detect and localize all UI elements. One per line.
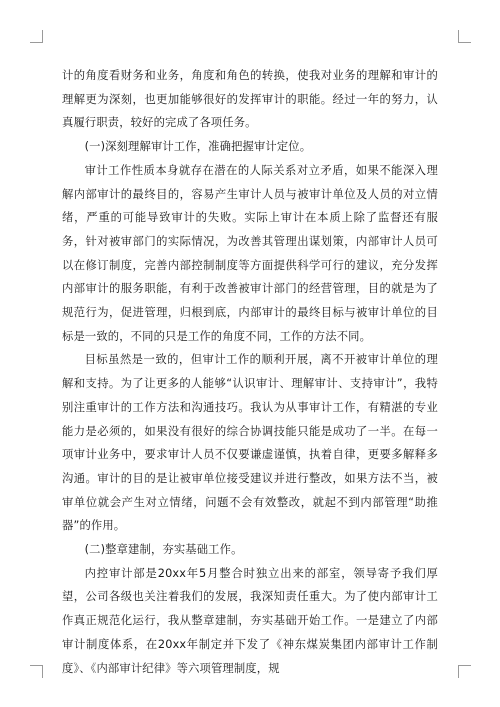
crop-mark-top-right [458,30,471,43]
section-heading-2: (二)整章建制，夯实基础工作。 [84,543,243,557]
paragraph-audit-nature: 审计工作性质本身就存在潜在的人际关系对立矛盾，如果不能深入理解内部审计的最终目的，容易产生审计人员与被审计单位及人员的对立情绪，严重的可能导致审计的失败。实际上审计在本质上除了监督还有服务，针对被审部门的实际情况，为改善其管理出谋划策，内部审计人员可以在修订制度，完善内部控制制度等方面提供科学可行的建议，充分发挥内部审计的服务职能，有利于改善被审计部门的经营管理，目的就是为了规范行为，促进管理，归根到底，内部审计的最终目标与被审计单位的目标是一致的，不同的只是工作的角度不同，工作的方法不同。 [62,163,438,343]
section-heading-1: (一)深刻理解审计工作，准确把握审计定位。 [84,140,312,154]
paragraph-regulations: 内控审计部是20xx年5月整合时独立出来的部室，领导寄予我们厚望，公司各级也关注着我们的发展，我深知责任重大。为了使内部审计工作真正规范化运行，我从整章建制，夯实基础开始工作。一是建立了内部审计制度体系，在20xx年制定并下发了《神东煤炭集团内部审计工作制度》、《内部审计纪律》等六项管理制度，规 [62,566,438,675]
paragraph-communication: 目标虽然是一致的，但审计工作的顺利开展，离不开被审计单位的理解和支持。为了让更多的人能够“认识审计、理解审计、支持审计”，我特别注重审计的工作方法和沟通技巧。我认为从事审计工作，有精湛的专业能力是必须的，如果没有很好的综合协调技能只能是成功了一半。在每一项审计业务中，要求审计人员不仅要谦虚谨慎，执着自律，更要多解释多沟通。审计的目的是让被审单位接受建议并进行整改，如果方法不当，被审单位就会产生对立情绪，问题不会有效整改，就起不到内部管理“助推器”的作用。 [62,353,438,533]
crop-mark-top-left [30,30,43,43]
crop-mark-bottom-right [458,665,471,678]
crop-mark-bottom-left [30,665,43,678]
paragraph-continuation: 计的角度看财务和业务，角度和角色的转换，使我对业务的理解和审计的理解更为深刻，也更加能够很好的发挥审计的职能。经过一年的努力，认真履行职责，较好的完成了各项任务。 [62,69,438,130]
document-body [62,64,438,680]
